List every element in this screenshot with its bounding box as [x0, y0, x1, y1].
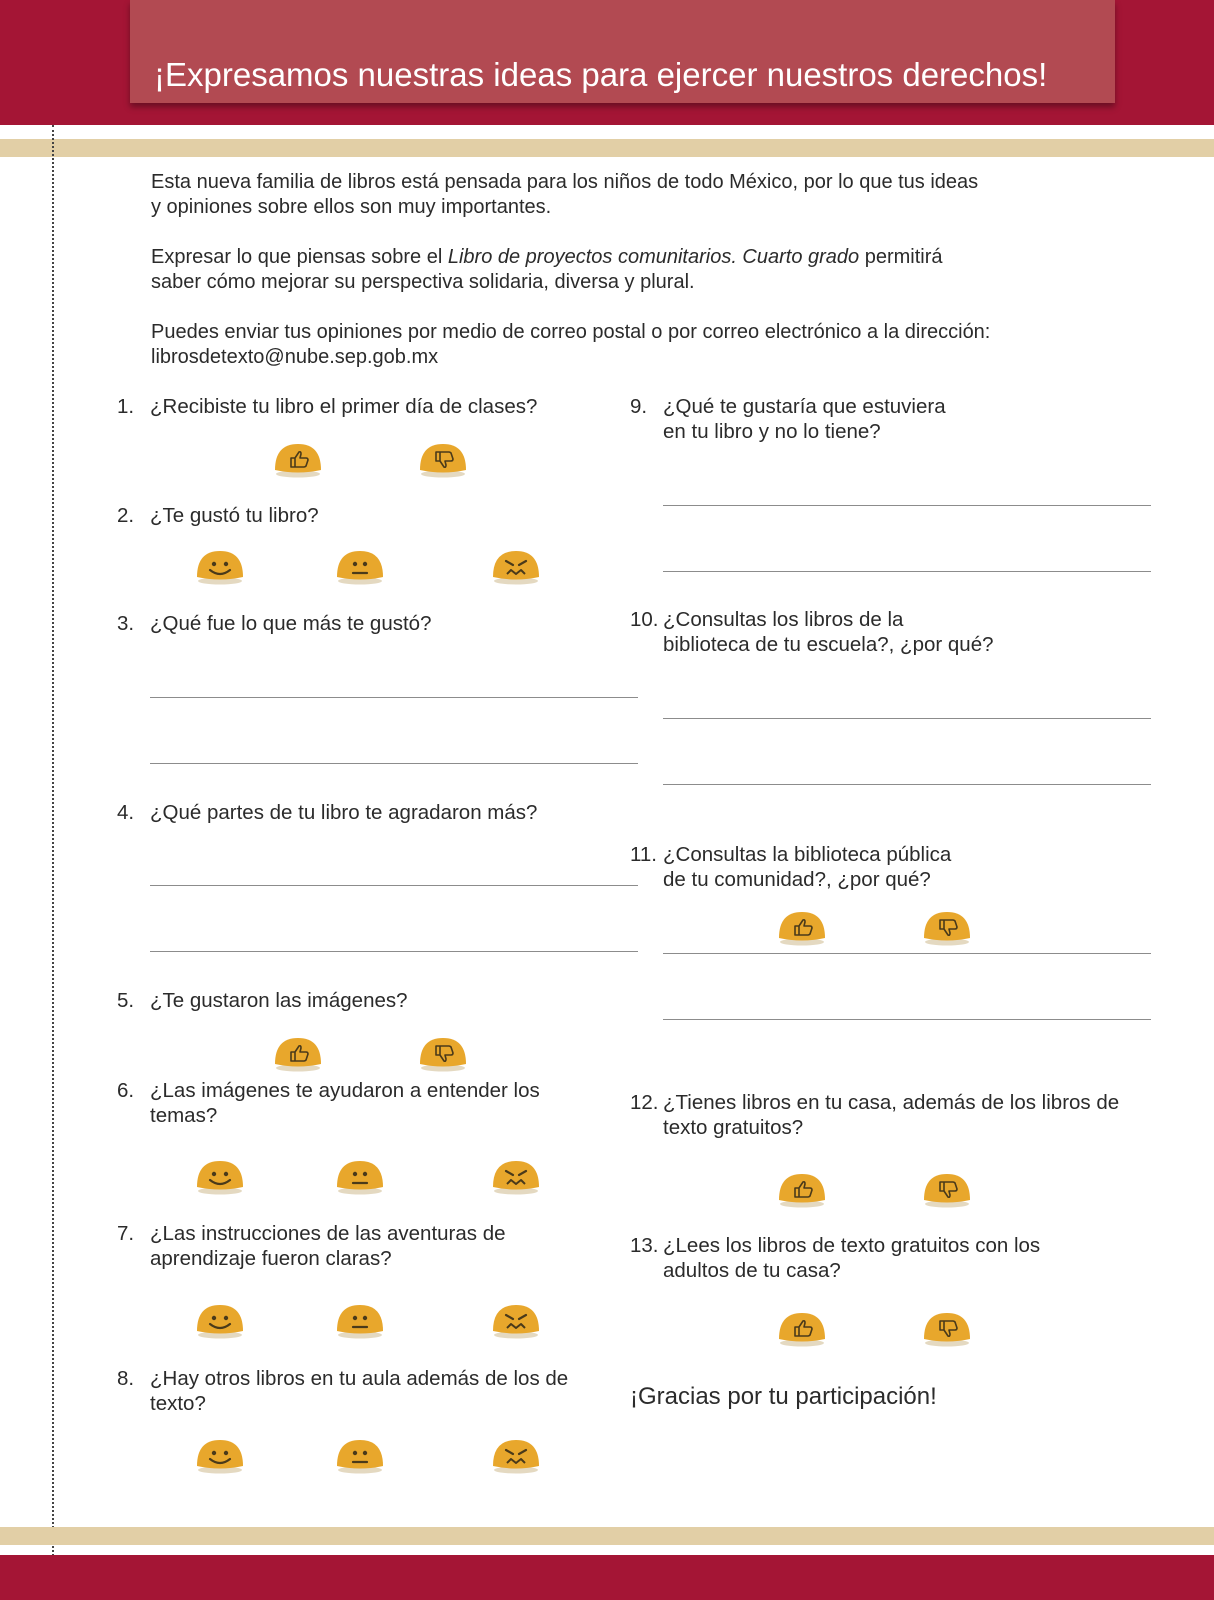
intro-p2-prefix: Expresar lo que piensas sobre el [151, 246, 448, 268]
question-number: 4. [117, 801, 135, 824]
answer-line[interactable] [150, 951, 638, 952]
page-title: ¡Expresamos nuestras ideas para ejercer nuestros derechos! [154, 56, 1048, 93]
question-number: 7. [117, 1222, 135, 1245]
question-number: 6. [117, 1079, 135, 1102]
intro-p2-line2: saber cómo mejorar su perspectiva solidaria, diversa y plural. [151, 271, 695, 293]
question-text: ¿Qué te gustaría que estuviera en tu libro y no lo tiene? [663, 395, 946, 443]
thumbs-down-icon[interactable] [921, 908, 973, 946]
answer-line[interactable] [663, 953, 1151, 954]
thumbs-up-icon[interactable] [776, 1309, 828, 1347]
question-text: ¿Consultas los libros de la biblioteca de tu escuela?, ¿por qué? [663, 608, 994, 656]
footer-band [0, 1555, 1214, 1600]
angry-face-icon[interactable] [490, 1436, 542, 1474]
question-number: 13. [630, 1234, 659, 1257]
answer-line[interactable] [663, 1019, 1151, 1020]
question-text: ¿Consultas la biblioteca pública de tu comunidad?, ¿por qué? [663, 843, 952, 891]
angry-face-icon[interactable] [490, 1157, 542, 1195]
intro-paragraph-3 [151, 320, 1031, 370]
answer-line[interactable] [663, 718, 1151, 719]
question-number: 10. [630, 608, 659, 631]
answer-line[interactable] [150, 763, 638, 764]
question-number: 8. [117, 1367, 135, 1390]
question-text: ¿Qué partes de tu libro te agradaron más? [150, 801, 538, 824]
question-number: 5. [117, 989, 135, 1012]
neutral-face-icon[interactable] [334, 547, 386, 585]
answer-line[interactable] [663, 571, 1151, 572]
thumbs-up-icon[interactable] [776, 908, 828, 946]
answer-line[interactable] [663, 784, 1151, 785]
book-title: Libro de proyectos comunitarios. Cuarto grado [447, 246, 860, 268]
question-text: ¿Qué fue lo que más te gustó? [150, 612, 432, 635]
footer-stripe [0, 1527, 1214, 1545]
thanks-message: ¡Gracias por tu participación! [630, 1383, 937, 1410]
happy-face-icon[interactable] [194, 1301, 246, 1339]
question-text: ¿Lees los libros de texto gratuitos con los adultos de tu casa? [663, 1234, 1041, 1282]
neutral-face-icon[interactable] [334, 1157, 386, 1195]
intro-paragraph-1 [151, 170, 1031, 220]
question-text: ¿Te gustaron las imágenes? [150, 989, 408, 1012]
intro-p2-suffix: permitirá [859, 246, 943, 268]
question-number: 12. [630, 1091, 659, 1114]
intro-paragraph-2 [151, 245, 1031, 295]
question-number: 2. [117, 504, 135, 527]
happy-face-icon[interactable] [194, 1436, 246, 1474]
question-number: 1. [117, 395, 135, 418]
intro-p1-line1: Esta nueva familia de libros está pensada para los niños de todo México, por lo que tus ideas [151, 171, 979, 193]
intro-p3-line1: Puedes enviar tus opiniones por medio de correo postal o por correo electrónico a la dirección: [151, 321, 991, 343]
question-text: ¿Tienes libros en tu casa, además de los libros de texto gratuitos? [663, 1091, 1120, 1139]
cut-line [52, 125, 54, 1600]
header-stripe [0, 139, 1214, 157]
angry-face-icon[interactable] [490, 547, 542, 585]
thumbs-up-icon[interactable] [776, 1170, 828, 1208]
thumbs-up-icon[interactable] [272, 1034, 324, 1072]
happy-face-icon[interactable] [194, 1157, 246, 1195]
answer-line[interactable] [150, 697, 638, 698]
neutral-face-icon[interactable] [334, 1436, 386, 1474]
intro-p1-line2: y opiniones sobre ellos son muy importantes. [151, 196, 552, 218]
neutral-face-icon[interactable] [334, 1301, 386, 1339]
question-text: ¿Te gustó tu libro? [150, 504, 319, 527]
question-number: 11. [630, 843, 657, 866]
thumbs-down-icon[interactable] [921, 1170, 973, 1208]
question-text: ¿Hay otros libros en tu aula además de los de texto? [150, 1367, 569, 1415]
question-number: 9. [630, 395, 648, 418]
question-text: ¿Las imágenes te ayudaron a entender los temas? [150, 1079, 540, 1127]
question-text: ¿Las instrucciones de las aventuras de aprendizaje fueron claras? [150, 1222, 506, 1270]
title-box [130, 0, 1115, 103]
thumbs-down-icon[interactable] [417, 440, 469, 478]
thumbs-up-icon[interactable] [272, 440, 324, 478]
thumbs-down-icon[interactable] [417, 1034, 469, 1072]
happy-face-icon[interactable] [194, 547, 246, 585]
question-number: 3. [117, 612, 135, 635]
angry-face-icon[interactable] [490, 1301, 542, 1339]
answer-line[interactable] [150, 885, 638, 886]
question-text: ¿Recibiste tu libro el primer día de clases? [150, 395, 538, 418]
answer-line[interactable] [663, 505, 1151, 506]
contact-email: librosdetexto@nube.sep.gob.mx [151, 346, 439, 368]
thumbs-down-icon[interactable] [921, 1309, 973, 1347]
